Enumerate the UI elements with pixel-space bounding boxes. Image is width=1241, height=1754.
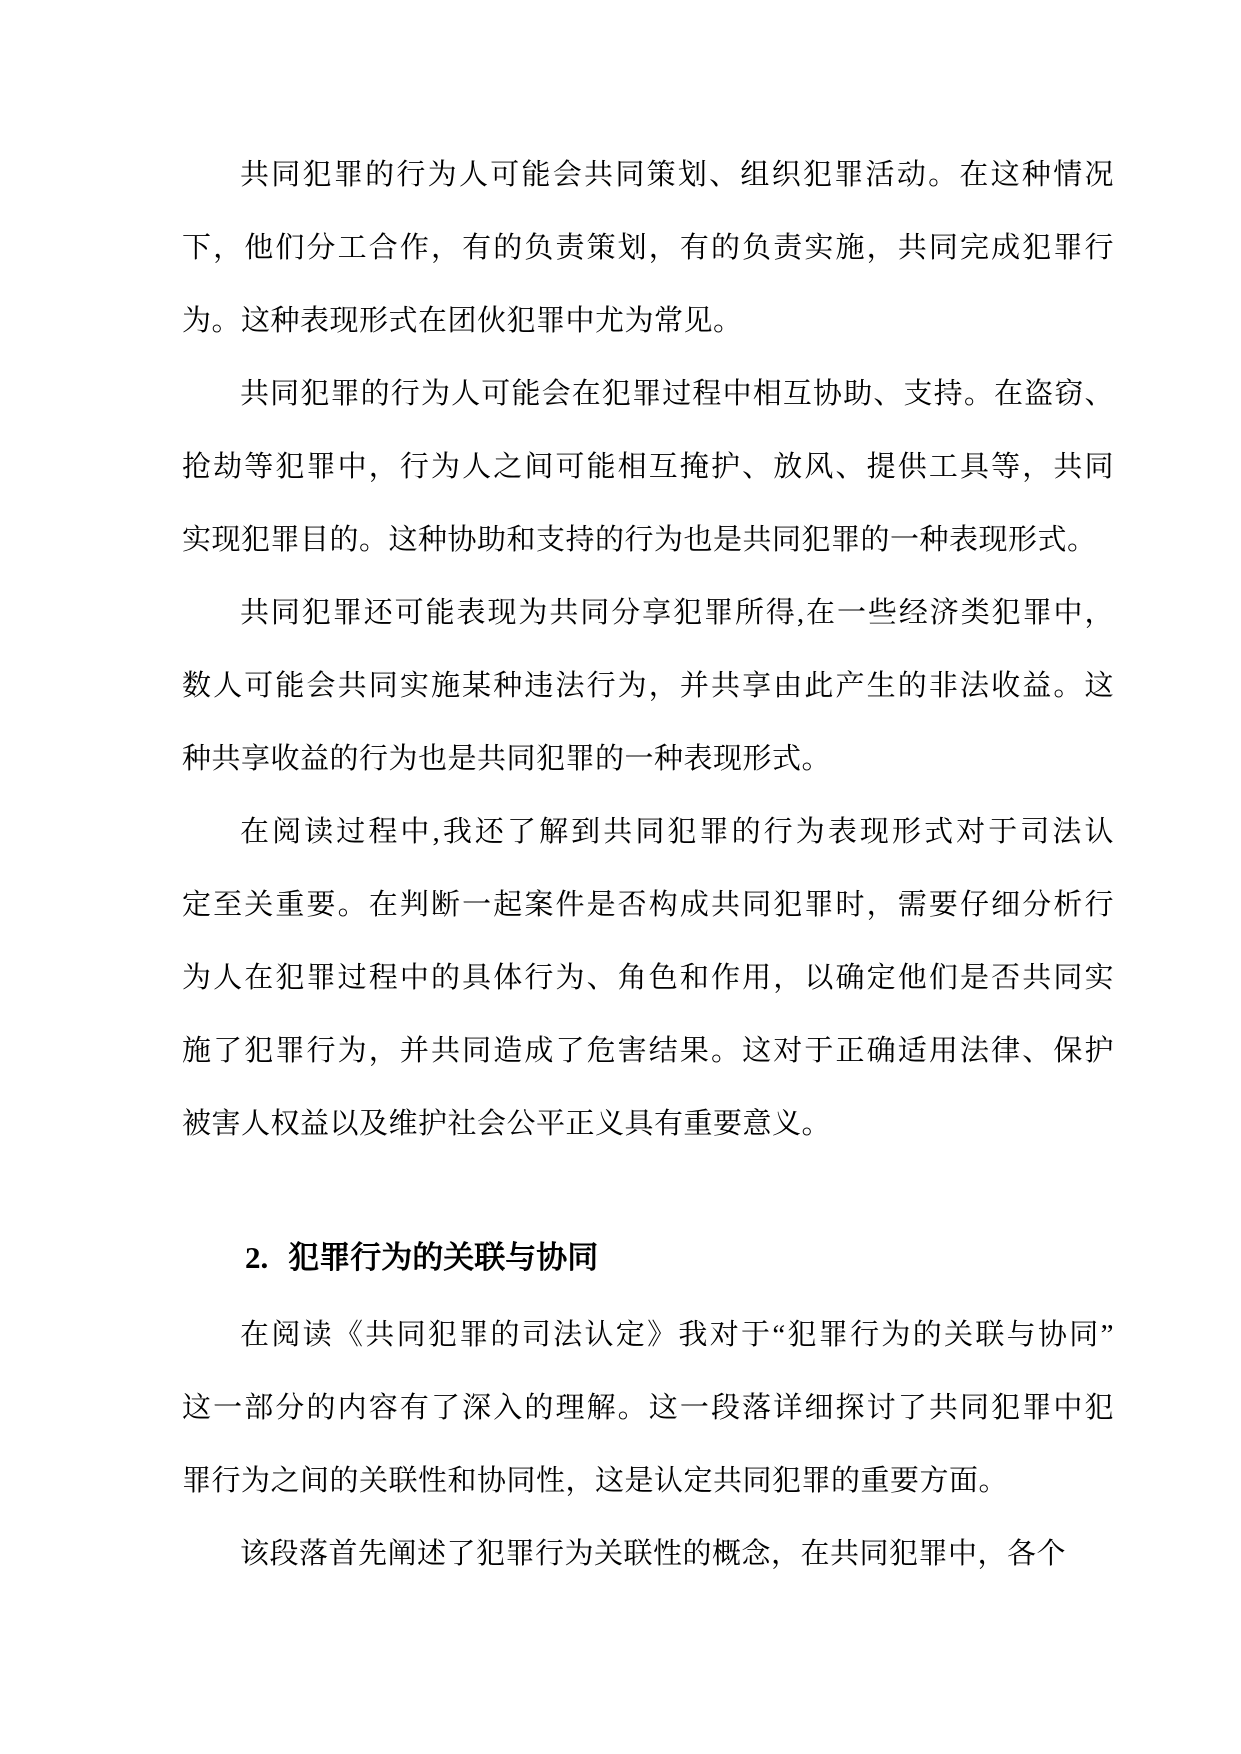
paragraph — [182, 1299, 1114, 1518]
paragraph — [182, 796, 1114, 1161]
paragraph-line: 在阅读过程中,我还了解到共同犯罪的行为表现形式对于司法认 — [240, 816, 1114, 848]
paragraph-line: 在阅读《共同犯罪的司法认定》我对于“犯罪行为的关联与协同” — [240, 1319, 1114, 1351]
paragraph-line: 共同犯罪的行为人可能会共同策划、组织犯罪活动。在这种情况 — [240, 159, 1114, 191]
paragraph-line: 该段落首先阐述了犯罪行为关联性的概念，在共同犯罪中，各个 — [240, 1538, 1067, 1570]
section-heading-title: 犯罪行为的关联与协同 — [288, 1240, 599, 1275]
paragraph-line: 抢劫等犯罪中，行为人之间可能相互掩护、放风、提供工具等，共同 — [182, 451, 1114, 483]
paragraph-line: 共同犯罪还可能表现为共同分享犯罪所得,在一些经济类犯罪中， — [240, 597, 1114, 629]
paragraph — [182, 1518, 1114, 1591]
paragraph-line: 施了犯罪行为，并共同造成了危害结果。这对于正确适用法律、保护 — [182, 1035, 1114, 1067]
paragraph — [182, 139, 1114, 358]
paragraph-line: 为。这种表现形式在团伙犯罪中尤为常见。 — [182, 305, 743, 337]
paragraph-line: 种共享收益的行为也是共同犯罪的一种表现形式。 — [182, 743, 832, 775]
paragraph-line: 下，他们分工合作，有的负责策划，有的负责实施，共同完成犯罪行 — [182, 232, 1114, 264]
paragraph — [182, 358, 1114, 577]
paragraph-line: 实现犯罪目的。这种协助和支持的行为也是共同犯罪的一种表现形式。 — [182, 524, 1097, 556]
paragraph-line: 这一部分的内容有了深入的理解。这一段落详细探讨了共同犯罪中犯 — [182, 1392, 1114, 1424]
paragraph-line: 数人可能会共同实施某种违法行为，并共享由此产生的非法收益。这 — [182, 670, 1114, 702]
section-heading — [182, 1221, 1114, 1294]
document-content — [182, 139, 1114, 1591]
paragraph-line: 罪行为之间的关联性和协同性，这是认定共同犯罪的重要方面。 — [182, 1465, 1009, 1497]
section-heading-number: 2. — [245, 1240, 269, 1275]
paragraph-line: 为人在犯罪过程中的具体行为、角色和作用，以确定他们是否共同实 — [182, 962, 1114, 994]
paragraph-line: 定至关重要。在判断一起案件是否构成共同犯罪时，需要仔细分析行 — [182, 889, 1114, 921]
paragraph-line: 被害人权益以及维护社会公平正义具有重要意义。 — [182, 1108, 832, 1140]
paragraph — [182, 577, 1114, 796]
paragraph-line: 共同犯罪的行为人可能会在犯罪过程中相互协助、支持。在盗窃、 — [240, 378, 1114, 410]
